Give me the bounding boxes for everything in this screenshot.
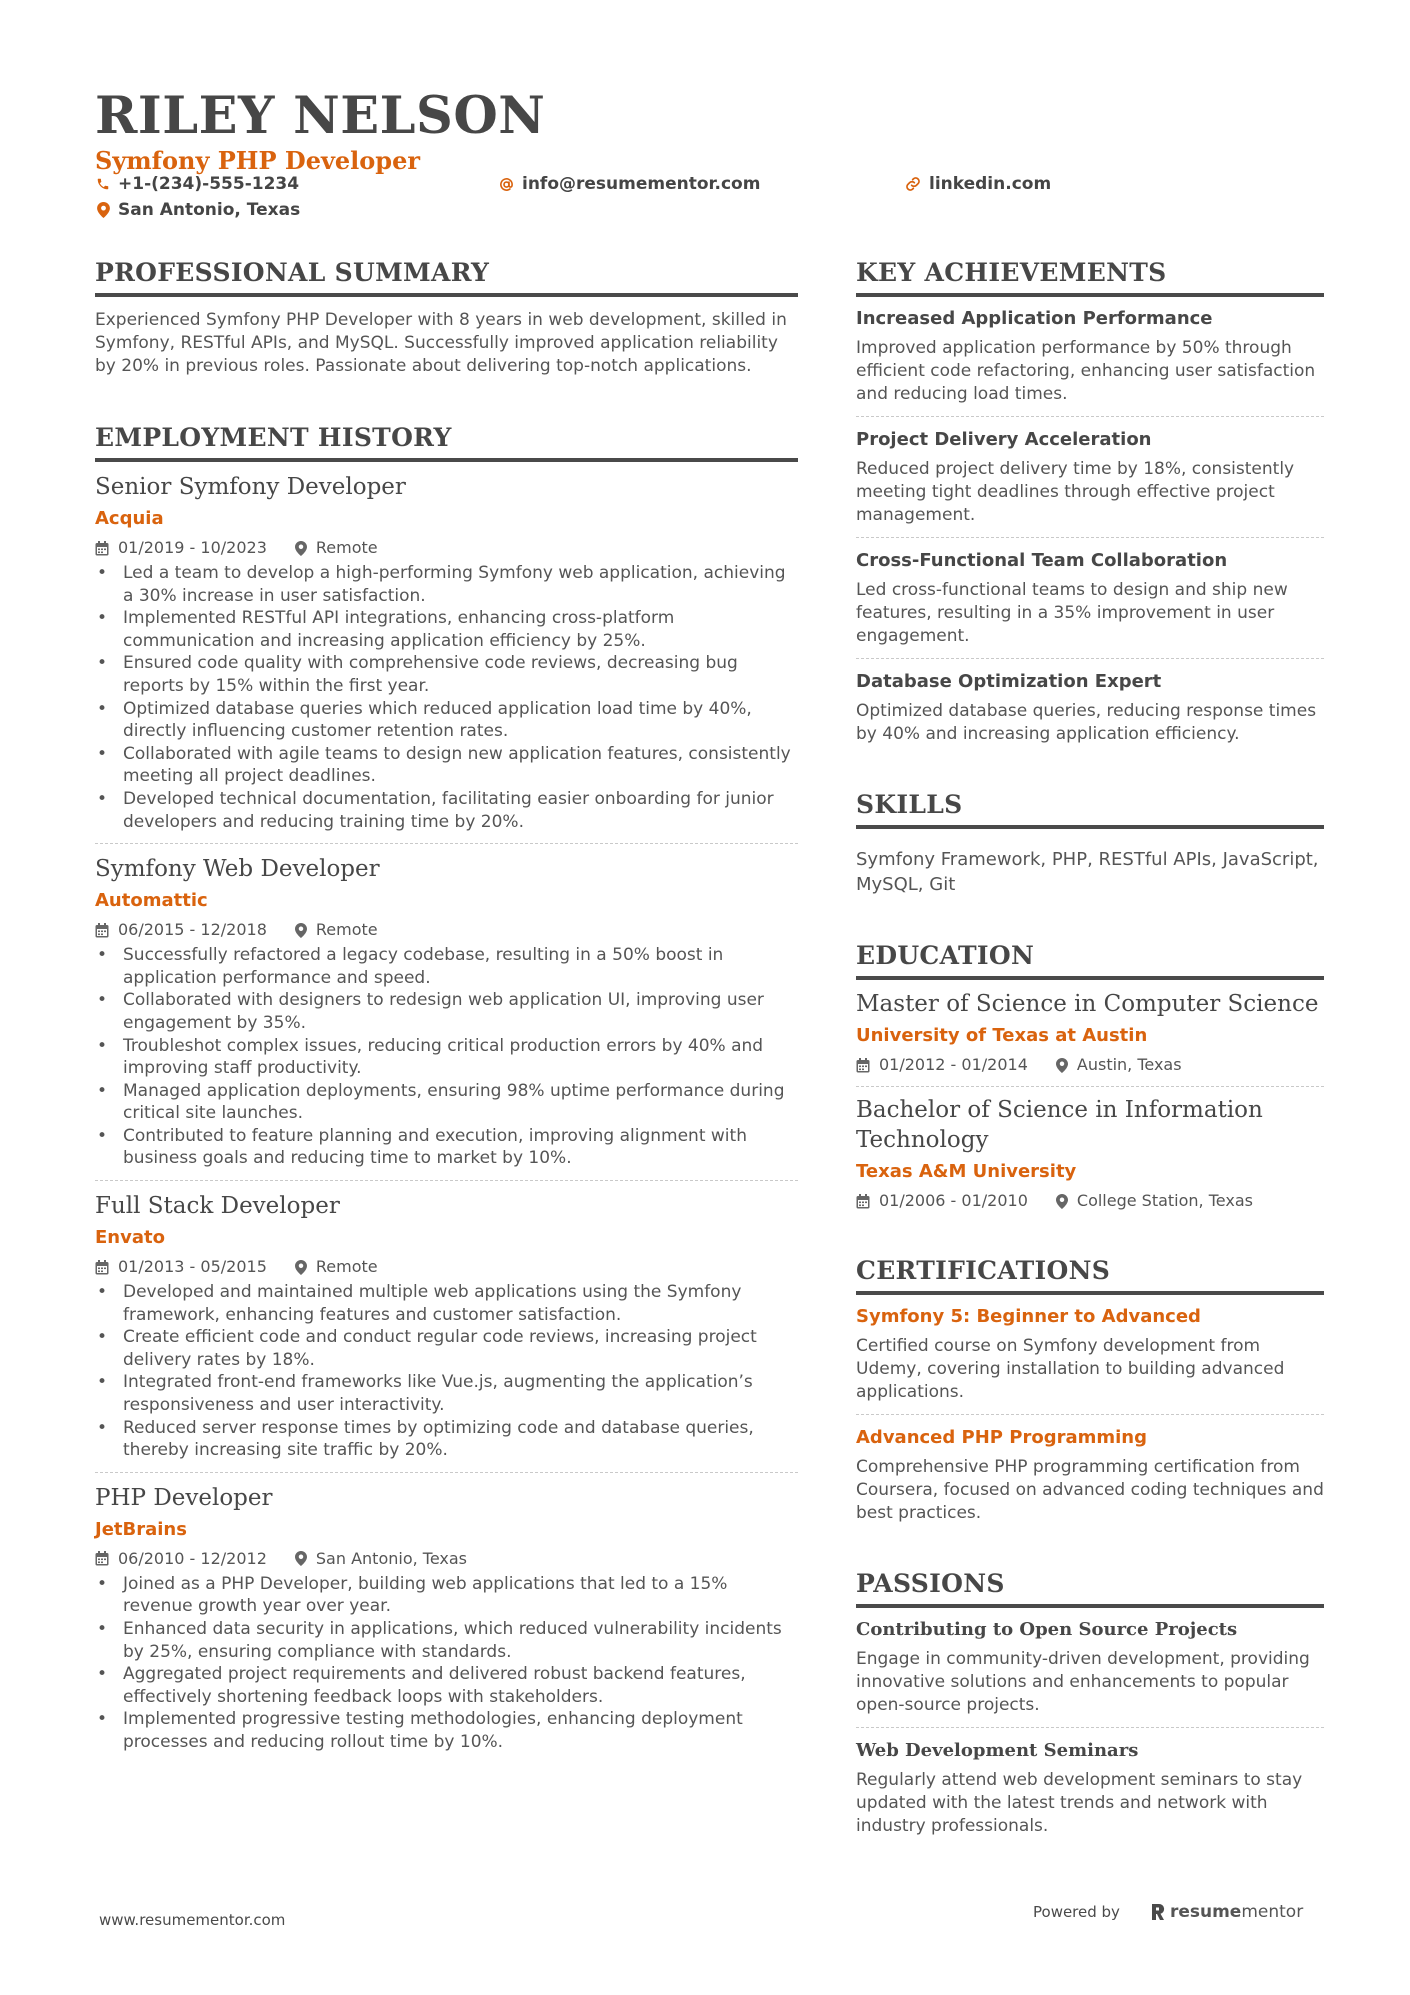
- passions-heading: PASSIONS: [856, 1569, 1324, 1608]
- job-bullet: • Joined as a PHP Developer, building web applications that led to a 15% revenue growth year over year.: [95, 1573, 798, 1618]
- brand-part-b: mentor: [1241, 1902, 1304, 1922]
- job-entry: [95, 1483, 798, 1754]
- job-bullet: • Aggregated project requirements and delivered robust backend features, effectively shortening feedback loops with stakeholders.: [95, 1663, 798, 1708]
- education-location: Austin, Texas: [1076, 1055, 1182, 1074]
- map-pin-icon: [295, 923, 307, 938]
- phone-icon: [96, 177, 110, 191]
- location-text: San Antonio, Texas: [118, 200, 301, 220]
- certification-title: Advanced PHP Programming: [856, 1427, 1147, 1448]
- divider: [856, 1727, 1324, 1728]
- job-dates: 01/2013 - 05/2015: [118, 1257, 267, 1277]
- summary-heading: PROFESSIONAL SUMMARY: [95, 258, 798, 297]
- job-company: Acquia: [95, 508, 164, 529]
- calendar-icon: [95, 1551, 109, 1566]
- education-school: University of Texas at Austin: [856, 1025, 1148, 1046]
- job-meta: [95, 1256, 798, 1278]
- contact-phone[interactable]: [96, 174, 299, 194]
- job-bullet: • Implemented RESTful API integrations, enhancing cross-platform communication and increasing application efficiency by 25%.: [95, 607, 798, 652]
- divider: [856, 1414, 1324, 1415]
- job-bullet: • Create efficient code and conduct regular code reviews, increasing project delivery rates by 18%.: [95, 1326, 798, 1371]
- calendar-icon: [95, 1260, 109, 1275]
- education-item: [856, 1095, 1324, 1212]
- education-meta: [856, 1190, 1324, 1212]
- calendar-icon: [856, 1058, 870, 1073]
- map-pin-icon: [1056, 1194, 1068, 1209]
- email-text: info@resumementor.com: [522, 174, 761, 194]
- job-bullet: • Ensured code quality with comprehensive code reviews, decreasing bug reports by 15% within the first year.: [95, 652, 798, 697]
- divider: [856, 658, 1324, 659]
- map-pin-icon: [295, 1551, 307, 1566]
- candidate-role: Symfony PHP Developer: [95, 146, 420, 175]
- link-icon: [905, 176, 921, 192]
- job-bullet: • Reduced server response times by optimizing code and database queries, thereby increasing site traffic by 20%.: [95, 1417, 798, 1462]
- candidate-name: RILEY NELSON: [95, 86, 546, 146]
- job-dates: 01/2019 - 10/2023: [118, 538, 267, 557]
- passion-title: Web Development Seminars: [856, 1740, 1139, 1761]
- job-entry: [95, 854, 798, 1170]
- powered-by-label: Powered by: [1033, 1903, 1120, 1921]
- job-meta: [95, 919, 798, 941]
- job-entry: [95, 472, 798, 833]
- achievement-title: Project Delivery Acceleration: [856, 429, 1152, 450]
- contact-location: [97, 200, 300, 220]
- footer-website[interactable]: www.resumementor.com: [99, 1911, 286, 1929]
- employment-heading: EMPLOYMENT HISTORY: [95, 423, 798, 462]
- job-location: Remote: [315, 538, 378, 557]
- job-title: Senior Symfony Developer: [95, 474, 406, 500]
- job-bullet: • Optimized database queries which reduced application load time by 40%, directly influencing customer retention rates.: [95, 698, 798, 743]
- achievement-text: Optimized database queries, reducing response times by 40% and increasing application efficiency.: [856, 701, 1317, 744]
- linkedin-text: linkedin.com: [929, 174, 1052, 194]
- education-dates: 01/2006 - 01/2010: [879, 1191, 1028, 1210]
- brand-part-a: resume: [1169, 1902, 1242, 1922]
- job-company: Automattic: [95, 890, 208, 912]
- education-dates: 01/2012 - 01/2014: [879, 1055, 1028, 1074]
- education-heading: EDUCATION: [856, 941, 1324, 980]
- job-bullet: • Troubleshot complex issues, reducing critical production errors by 40% and improving staff productivity.: [95, 1035, 798, 1080]
- certification-item: [856, 1426, 1324, 1525]
- job-location: San Antonio, Texas: [315, 1548, 467, 1568]
- education-location: College Station, Texas: [1076, 1191, 1253, 1210]
- job-location: Remote: [315, 1257, 378, 1277]
- map-pin-icon: [1056, 1058, 1068, 1073]
- summary-text: Experienced Symfony PHP Developer with 8 years in web development, skilled in Symfony, RESTful APIs, and MySQL. Successfully improved application reliability by 20% in previous roles. Passionate about delivering top-notch applications.: [95, 310, 787, 376]
- job-bullets: [95, 944, 798, 1170]
- job-bullet: • Led a team to develop a high-performing Symfony web application, achieving a 30% increase in user satisfaction.: [95, 562, 798, 607]
- right-column: [856, 258, 1324, 1838]
- job-meta: [95, 537, 798, 559]
- job-title: Symfony Web Developer: [95, 856, 380, 883]
- achievement-text: Reduced project delivery time by 18%, consistently meeting tight deadlines through effective project management.: [856, 459, 1295, 525]
- divider: [856, 537, 1324, 538]
- passion-item: [856, 1739, 1324, 1838]
- map-pin-icon: [97, 202, 110, 218]
- job-entry: [95, 1191, 798, 1462]
- certification-item: [856, 1305, 1324, 1404]
- certification-text: Comprehensive PHP programming certification from Coursera, focused on advanced coding techniques and best practices.: [856, 1457, 1324, 1523]
- contact-email[interactable]: [499, 174, 760, 194]
- job-bullet: • Integrated front-end frameworks like Vue.js, augmenting the application’s responsiveness and user interactivity.: [95, 1371, 798, 1416]
- achievements-heading: KEY ACHIEVEMENTS: [856, 258, 1324, 297]
- map-pin-icon: [295, 541, 307, 556]
- certification-title: Symfony 5: Beginner to Advanced: [856, 1306, 1201, 1327]
- divider: [856, 416, 1324, 417]
- certification-text: Certified course on Symfony development from Udemy, covering installation to building advanced applications.: [856, 1336, 1285, 1402]
- passion-title: Contributing to Open Source Projects: [856, 1619, 1238, 1640]
- resume-header: [95, 88, 1325, 176]
- calendar-icon: [95, 923, 109, 938]
- job-title: Full Stack Developer: [95, 1193, 340, 1220]
- achievement-text: Led cross-functional teams to design and ship new features, resulting in a 35% improvement in user engagement.: [856, 580, 1288, 646]
- skills-text: Symfony Framework, PHP, RESTful APIs, JavaScript, MySQL, Git: [856, 849, 1319, 895]
- achievement-text: Improved application performance by 50% through efficient code refactoring, enhancing user satisfaction and reducing load times.: [856, 338, 1316, 404]
- job-bullet: • Implemented progressive testing methodologies, enhancing deployment processes and reducing rollout time by 10%.: [95, 1708, 798, 1753]
- education-school: Texas A&M University: [856, 1161, 1077, 1182]
- job-bullet: • Developed technical documentation, facilitating easier onboarding for junior developers and reducing training time by 20%.: [95, 788, 798, 833]
- footer-powered: [1033, 1902, 1303, 1922]
- education-degree: Master of Science in Computer Science: [856, 991, 1319, 1017]
- calendar-icon: [95, 541, 109, 556]
- achievement-item: [856, 428, 1324, 527]
- achievement-item: [856, 307, 1324, 406]
- job-bullets: [95, 1281, 798, 1462]
- divider: [95, 1472, 798, 1473]
- job-location: Remote: [315, 920, 378, 940]
- education-degree: Bachelor of Science in Information Technology: [856, 1097, 1263, 1153]
- job-bullet: • Contributed to feature planning and execution, improving alignment with business goals and reducing time to market by 10%.: [95, 1125, 798, 1170]
- job-meta: [95, 1548, 798, 1570]
- calendar-icon: [856, 1194, 870, 1209]
- achievement-title: Increased Application Performance: [856, 308, 1213, 329]
- phone-text: +1-(234)-555-1234: [118, 174, 300, 194]
- achievement-title: Database Optimization Expert: [856, 671, 1162, 692]
- brand-logo[interactable]: [1150, 1902, 1303, 1922]
- job-title: PHP Developer: [95, 1484, 273, 1511]
- education-item: [856, 989, 1324, 1076]
- education-meta: [856, 1054, 1324, 1076]
- job-bullet: • Collaborated with agile teams to design new application features, consistently meeting all project deadlines.: [95, 743, 798, 788]
- job-company: JetBrains: [95, 1518, 187, 1540]
- divider: [856, 1086, 1324, 1087]
- achievement-title: Cross-Functional Team Collaboration: [856, 550, 1228, 571]
- skills-heading: SKILLS: [856, 790, 1324, 829]
- divider: [95, 843, 798, 844]
- certifications-heading: CERTIFICATIONS: [856, 1256, 1324, 1295]
- passion-text: Regularly attend web development seminars to stay updated with the latest trends and network with industry professionals.: [856, 1770, 1303, 1836]
- job-bullet: • Enhanced data security in applications, which reduced vulnerability incidents by 25%, ensuring compliance with standards.: [95, 1618, 798, 1663]
- job-bullet: • Developed and maintained multiple web applications using the Symfony framework, enhancing features and customer satisfaction.: [95, 1281, 798, 1326]
- job-bullets: [95, 1573, 798, 1754]
- left-column: [95, 258, 798, 1754]
- job-company: Envato: [95, 1227, 165, 1249]
- job-dates: 06/2010 - 12/2012: [118, 1548, 267, 1568]
- achievement-item: [856, 670, 1324, 746]
- at-icon: [499, 177, 514, 192]
- job-dates: 06/2015 - 12/2018: [118, 920, 267, 940]
- job-bullet: • Successfully refactored a legacy codebase, resulting in a 50% boost in application performance and speed.: [95, 944, 798, 989]
- passion-text: Engage in community-driven development, providing innovative solutions and enhancements to popular open-source projects.: [856, 1649, 1310, 1715]
- contact-linkedin[interactable]: [905, 174, 1051, 194]
- map-pin-icon: [295, 1260, 307, 1275]
- resumementor-logo-icon: [1150, 1903, 1166, 1921]
- job-bullet: • Managed application deployments, ensuring 98% uptime performance during critical site launches.: [95, 1080, 798, 1125]
- job-bullet: • Collaborated with designers to redesign web application UI, improving user engagement by 35%.: [95, 989, 798, 1034]
- job-bullets: [95, 562, 798, 833]
- achievement-item: [856, 549, 1324, 648]
- divider: [95, 1180, 798, 1181]
- passion-item: [856, 1618, 1324, 1717]
